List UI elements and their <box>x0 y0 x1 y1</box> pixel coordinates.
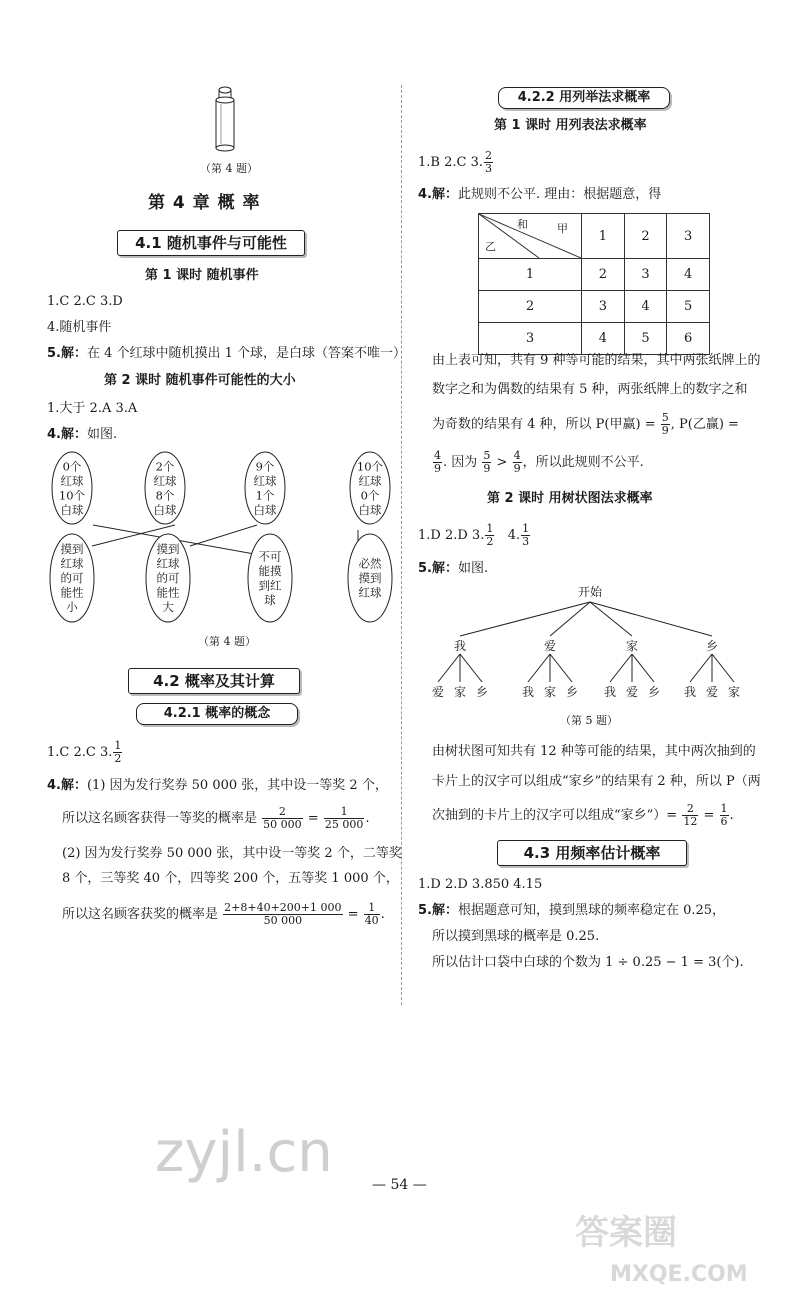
oval-text: 2个 <box>155 459 175 474</box>
oval-text: 白球 <box>60 502 84 517</box>
solution-label: 5.解： <box>47 346 87 361</box>
solution-label: 4.解： <box>418 187 458 202</box>
oval-text: 小 <box>66 600 78 614</box>
likelihood-oval <box>348 534 392 622</box>
fraction: $\frac{1}{6}$ <box>720 802 728 828</box>
table-header-cell: 1 <box>582 214 625 259</box>
answers-text: 1.B 2.C 3. <box>418 155 483 170</box>
table-cell: 5 <box>624 323 667 355</box>
right-lesson-1-title: 第 1 课时 用列表法求概率 <box>494 118 647 133</box>
tree-branch <box>550 654 572 682</box>
likelihood-oval <box>50 534 94 622</box>
tree-node-level2: 我 <box>603 685 617 699</box>
oval-text: 球 <box>264 592 276 607</box>
tree-branch <box>632 654 654 682</box>
solution-text: 如图. <box>457 561 489 576</box>
watermark-domain: MXQE.COM <box>610 1262 748 1287</box>
answers-4-1-l1: 1.C 2.C 3.D <box>47 294 123 309</box>
oval-text: 能摸 <box>258 563 282 578</box>
tree-branch <box>690 654 712 682</box>
fraction: $\frac{2}{3}$ <box>484 149 492 175</box>
corner-label-sum: 和 <box>517 218 528 231</box>
figure-caption: （第 4 题） <box>200 162 258 175</box>
answer-4-3-q5-line1 <box>418 902 725 920</box>
tree-node-level2: 爱 <box>625 685 639 699</box>
fraction: $\frac{4}{9}$ <box>513 449 521 475</box>
section-4-2-1-header: 4.2.1 概率的概念 <box>136 703 298 725</box>
tree-branch <box>610 654 632 682</box>
oval-text: 0个 <box>360 488 380 503</box>
answers-4-2-1 <box>47 740 123 765</box>
oval-text: 红球 <box>358 473 382 488</box>
answer-4-2-2-l2-q5 <box>418 560 488 578</box>
solution-text: 在 4 个红球中随机摸出 1 个球，是白球（答案不唯一） <box>86 346 407 361</box>
explanation-text: 次抽到的卡片上的汉字可以组成“家乡”）= <box>432 808 678 823</box>
table-row <box>479 214 710 259</box>
oval-text: 摸到 <box>358 571 382 585</box>
figure-caption: （第 5 题） <box>560 714 618 727</box>
table-cell: 6 <box>667 323 710 355</box>
explanation-text: , P(乙赢) = <box>670 417 739 432</box>
tree-node-level2: 乡 <box>565 685 579 699</box>
solution-text: 此规则不公平. 理由：根据题意，得 <box>457 187 662 202</box>
event-oval <box>350 452 390 524</box>
cylinder-figure <box>205 80 245 160</box>
tree-root: 开始 <box>577 585 603 599</box>
table-cell: 3 <box>624 259 667 291</box>
answer-4-3-q5-line3: 所以估计口袋中白球的个数为 1 ÷ 0.25 − 1 = 3(个). <box>432 955 744 970</box>
oval-text: 摸到 <box>60 542 84 556</box>
table-row-label: 2 <box>479 291 582 323</box>
answer-4-3-q5-line2: 所以摸到黑球的概率是 0.25. <box>432 929 600 944</box>
solution-text: 所以这名顾客获奖的概率是 <box>62 907 219 922</box>
corner-label-yi: 乙 <box>485 240 496 253</box>
tree-node-level1: 我 <box>453 639 467 653</box>
section-4-2-2-header: 4.2.2 用列举法求概率 <box>498 87 670 109</box>
fraction: $\frac{1}{3}$ <box>522 522 530 548</box>
table-cell: 4 <box>582 323 625 355</box>
tree-branch <box>590 602 632 636</box>
table-cell: 4 <box>624 291 667 323</box>
fraction: $\frac{1}{25 000}$ <box>324 805 364 831</box>
tree-node-level1: 乡 <box>705 639 719 653</box>
solution-text: 如图. <box>86 427 118 442</box>
answer-4-2-1-q4-line4: 8 个，三等奖 40 个，四等奖 200 个，五等奖 1 000 个， <box>62 871 399 886</box>
oval-text: 9个 <box>255 459 275 474</box>
lesson-1-title: 第 1 课时 随机事件 <box>145 268 259 283</box>
oval-text: 不可 <box>258 549 282 564</box>
oval-text: 能性 <box>156 585 180 600</box>
table-row <box>479 291 710 323</box>
tree-node-level1: 家 <box>625 639 639 653</box>
right-lesson-2-title: 第 2 课时 用树状图法求概率 <box>487 491 653 506</box>
oval-text: 摸到 <box>156 542 180 556</box>
event-oval <box>145 452 185 524</box>
tree-node-level2: 我 <box>521 685 535 699</box>
comparison-sign: > <box>496 455 508 470</box>
fraction: $\frac{2+8+40+200+1 000}{50 000}$ <box>224 901 342 927</box>
tree-node-level2: 我 <box>683 685 697 699</box>
solution-label: 4.解： <box>47 427 87 442</box>
answer-4-2-1-q4-line5: 所以这名顾客获奖的概率是 $\frac{2+8+40+200+1 000}{50 000}$ = $\frac{1}{40}$ . <box>62 901 385 927</box>
table-corner-cell <box>479 214 582 259</box>
sum-table <box>478 213 710 355</box>
section-4-1-header: 4.1 随机事件与可能性 <box>117 230 305 256</box>
oval-text: 1个 <box>255 488 275 503</box>
oval-text: 能性 <box>60 585 84 600</box>
answers-text: 4. <box>495 528 521 543</box>
fraction: $\frac{1}{2}$ <box>114 739 122 765</box>
answer-4-2-1-q4-line1 <box>47 777 388 795</box>
oval-text: 白球 <box>358 502 382 517</box>
answers-text: 1.D 2.D 3. <box>418 528 485 543</box>
event-oval <box>52 452 92 524</box>
oval-text: 白球 <box>253 502 277 517</box>
column-divider <box>401 85 402 1005</box>
likelihood-oval <box>248 534 292 622</box>
fraction: $\frac{2}{50 000}$ <box>263 805 302 831</box>
table-explanation-3 <box>432 412 739 437</box>
oval-text: 红球 <box>156 556 180 571</box>
tree-branch <box>528 654 550 682</box>
likelihood-oval <box>146 534 190 622</box>
answer-4-2-1-q4-line3: (2) 因为发行奖券 50 000 张，其中设一等奖 2 个，二等奖 <box>62 846 402 861</box>
table-cell: 3 <box>582 291 625 323</box>
bottom-ovals <box>50 534 392 622</box>
table-explanation-1: 由上表可知，共有 9 种等可能的结果，其中两张纸牌上的 <box>432 353 761 368</box>
answers-4-2-2-l1 <box>418 150 494 175</box>
oval-text: 的可 <box>156 571 180 585</box>
tree-node-level1: 爱 <box>543 639 557 653</box>
section-4-3-header: 4.3 用频率估计概率 <box>497 840 687 866</box>
solution-text: (1) 因为发行奖券 50 000 张，其中设一等奖 2 个， <box>86 778 388 793</box>
tree-explanation-3: 次抽到的卡片上的汉字可以组成“家乡”）= $\frac{2}{12}$ = $\frac{1}{6}$ . <box>432 802 734 828</box>
table-row <box>479 323 710 355</box>
tree-labels <box>432 584 740 699</box>
tree-node-level2: 家 <box>727 685 741 699</box>
tree-node-level2: 家 <box>543 685 557 699</box>
answer-4-1-l1-q4: 4.随机事件 <box>47 320 112 335</box>
fraction: $\frac{5}{9}$ <box>661 411 669 437</box>
tree-explanation-2: 卡片上的汉字可以组成“家乡”的结果有 2 种，所以 P（两 <box>432 774 761 789</box>
oval-text: 红球 <box>60 473 84 488</box>
tree-branch <box>438 654 460 682</box>
fraction: $\frac{1}{2}$ <box>486 522 494 548</box>
table-cell: 4 <box>667 259 710 291</box>
oval-text: 红球 <box>358 585 382 600</box>
oval-text: 10个 <box>58 488 86 503</box>
solution-label: 4.解： <box>47 778 87 793</box>
tree-node-level2: 爱 <box>705 685 719 699</box>
explanation-text: . 因为 <box>443 455 478 470</box>
top-ovals <box>52 452 390 524</box>
explanation-text: ，所以此规则不公平. <box>522 455 644 470</box>
figure-caption: （第 4 题） <box>198 635 256 648</box>
oval-text: 10个 <box>356 459 384 474</box>
chapter-title: 第 4 章 概 率 <box>148 193 261 213</box>
answers-4-1-l2: 1.大于 2.A 3.A <box>47 401 138 416</box>
table-explanation-4 <box>432 450 644 475</box>
oval-matching-diagram <box>40 450 400 630</box>
fraction: $\frac{4}{9}$ <box>434 449 441 475</box>
corner-label-jia: 甲 <box>557 222 568 235</box>
table-cell: 5 <box>667 291 710 323</box>
watermark-site-logo: zyjl.cn <box>155 1120 333 1185</box>
oval-text: 的可 <box>60 571 84 585</box>
table-row-label: 1 <box>479 259 582 291</box>
oval-text: 0个 <box>62 459 82 474</box>
oval-text: 白球 <box>153 502 177 517</box>
event-oval <box>245 452 285 524</box>
oval-text: 大 <box>162 600 174 614</box>
table-explanation-2: 数字之和为偶数的结果有 5 种，两张纸牌上的数字之和 <box>432 382 748 397</box>
answer-4-2-1-q4-line2: 所以这名顾客获得一等奖的概率是 $\frac{2}{50 000}$ = $\frac{1}{25 000}$ . <box>62 805 370 831</box>
oval-text: 红球 <box>253 473 277 488</box>
lesson-2-title: 第 2 课时 随机事件可能性的大小 <box>104 373 296 388</box>
tree-branch <box>712 654 734 682</box>
answers-text: 1.C 2.C 3. <box>47 745 113 760</box>
answer-4-1-l1-q5 <box>47 345 406 363</box>
tree-node-level2: 乡 <box>647 685 661 699</box>
tree-branches <box>438 602 734 682</box>
answer-4-2-2-l1-q4 <box>418 186 661 204</box>
explanation-text: 为奇数的结果有 4 种，所以 P(甲赢) = <box>432 417 656 432</box>
solution-label: 5.解： <box>418 903 458 918</box>
solution-text: 根据题意可知，摸到黑球的频率稳定在 0.25， <box>457 903 726 918</box>
table-row <box>479 259 710 291</box>
fraction: $\frac{2}{12}$ <box>683 802 698 828</box>
tree-node-level2: 家 <box>453 685 467 699</box>
tree-node-level2: 爱 <box>431 685 445 699</box>
table-header-cell: 3 <box>667 214 710 259</box>
page-number: — 54 — <box>372 1177 427 1193</box>
oval-text: 8个 <box>155 488 175 503</box>
fraction: $\frac{5}{9}$ <box>483 449 491 475</box>
oval-text: 红球 <box>153 473 177 488</box>
table-cell: 2 <box>582 259 625 291</box>
table-header-cell: 2 <box>624 214 667 259</box>
tree-diagram <box>420 580 760 710</box>
oval-text: 必然 <box>358 556 382 571</box>
connector-lines <box>92 525 358 560</box>
tree-explanation-1: 由树状图可知共有 12 种等可能的结果，其中两次抽到的 <box>432 744 756 759</box>
tree-branch <box>460 654 482 682</box>
oval-text: 红球 <box>60 556 84 571</box>
tree-node-level2: 乡 <box>475 685 489 699</box>
oval-text: 到红 <box>258 578 282 593</box>
table-row-label: 3 <box>479 323 582 355</box>
section-4-2-header: 4.2 概率及其计算 <box>128 668 300 694</box>
watermark-badge: 答案圈 <box>575 1213 677 1253</box>
fraction: $\frac{1}{40}$ <box>364 901 379 927</box>
solution-text: 所以这名顾客获得一等奖的概率是 <box>62 811 258 826</box>
answer-4-1-l2-q4 <box>47 426 117 444</box>
solution-label: 5.解： <box>418 561 458 576</box>
answers-4-3: 1.D 2.D 3.850 4.15 <box>418 877 543 892</box>
tree-branch <box>590 602 712 636</box>
answers-4-2-2-l2 <box>418 523 531 548</box>
